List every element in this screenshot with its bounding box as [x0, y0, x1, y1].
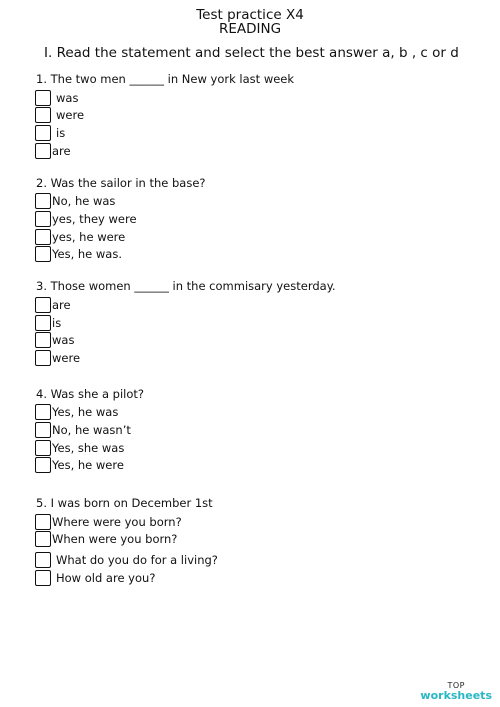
option-label: are: [52, 298, 71, 312]
checkbox[interactable]: [35, 350, 51, 366]
checkbox[interactable]: [35, 440, 51, 456]
option-label: No, he wasn’t: [52, 423, 131, 437]
q4-option-4[interactable]: [35, 456, 124, 474]
checkbox[interactable]: [35, 514, 51, 530]
option-label: is: [56, 126, 66, 140]
checkbox[interactable]: [35, 422, 51, 438]
question-4: 4. Was she a pilot?: [36, 387, 145, 401]
option-label: Yes, she was: [52, 441, 125, 455]
q1-option-4[interactable]: [35, 142, 71, 160]
option-label: are: [52, 144, 71, 158]
option-label: were: [56, 108, 85, 122]
option-label: was: [56, 91, 79, 105]
question-5: 5. I was born on December 1st: [36, 496, 213, 510]
option-label: Yes, he were: [52, 458, 124, 472]
q1-option-2[interactable]: [35, 106, 84, 124]
q4-option-3[interactable]: [35, 439, 124, 457]
option-label: yes, they were: [52, 212, 137, 226]
topworksheets-logo: [420, 681, 492, 701]
checkbox[interactable]: [35, 457, 51, 473]
option-label: Yes, he was: [52, 405, 119, 419]
option-label: were: [52, 351, 81, 365]
option-label: No, he was: [52, 194, 116, 208]
q5-option-2[interactable]: [35, 530, 177, 548]
question-3: 3. Those women ______ in the commisary yesterday.: [36, 279, 336, 293]
page-subtitle: READING: [218, 21, 282, 37]
q3-option-3[interactable]: [35, 331, 74, 349]
option-label: How old are you?: [56, 571, 156, 585]
checkbox[interactable]: [35, 552, 51, 568]
option-label: is: [52, 316, 62, 330]
q2-option-4[interactable]: [35, 245, 122, 263]
checkbox[interactable]: [35, 297, 51, 313]
q3-option-1[interactable]: [35, 296, 71, 314]
checkbox[interactable]: [35, 90, 51, 106]
q2-option-3[interactable]: [35, 228, 125, 246]
option-label: When were you born?: [52, 532, 178, 546]
q4-option-1[interactable]: [35, 403, 118, 421]
instructions: I. Read the statement and select the best answer a, b , c or d: [44, 45, 459, 61]
logo-top-text: TOP: [447, 681, 465, 690]
q5-option-1[interactable]: [35, 513, 182, 531]
checkbox[interactable]: [35, 531, 51, 547]
q5-option-4[interactable]: [35, 569, 155, 587]
question-2: 2. Was the sailor in the base?: [36, 176, 206, 190]
q5-option-3[interactable]: [35, 551, 218, 569]
question-1: 1. The two men ______ in New york last week: [36, 72, 295, 86]
checkbox[interactable]: [35, 570, 51, 586]
option-label: Yes, he was.: [52, 247, 122, 261]
checkbox[interactable]: [35, 107, 51, 123]
checkbox[interactable]: [35, 229, 51, 245]
checkbox[interactable]: [35, 143, 51, 159]
q2-option-2[interactable]: [35, 210, 137, 228]
q1-option-3[interactable]: [35, 124, 65, 142]
checkbox[interactable]: [35, 193, 51, 209]
option-label: Where were you born?: [52, 515, 182, 529]
option-label: was: [52, 333, 75, 347]
checkbox[interactable]: [35, 332, 51, 348]
checkbox[interactable]: [35, 211, 51, 227]
checkbox[interactable]: [35, 315, 51, 331]
checkbox[interactable]: [35, 404, 51, 420]
q3-option-4[interactable]: [35, 349, 80, 367]
q3-option-2[interactable]: [35, 314, 61, 332]
checkbox[interactable]: [35, 125, 51, 141]
checkbox[interactable]: [35, 246, 51, 262]
option-label: What do you do for a living?: [56, 553, 218, 567]
q1-option-1[interactable]: [35, 89, 78, 107]
logo-bottom-text: worksheets: [420, 689, 492, 702]
q2-option-1[interactable]: [35, 192, 115, 210]
option-label: yes, he were: [52, 230, 126, 244]
q4-option-2[interactable]: [35, 421, 131, 439]
page-title: Test practice X4: [196, 7, 304, 23]
